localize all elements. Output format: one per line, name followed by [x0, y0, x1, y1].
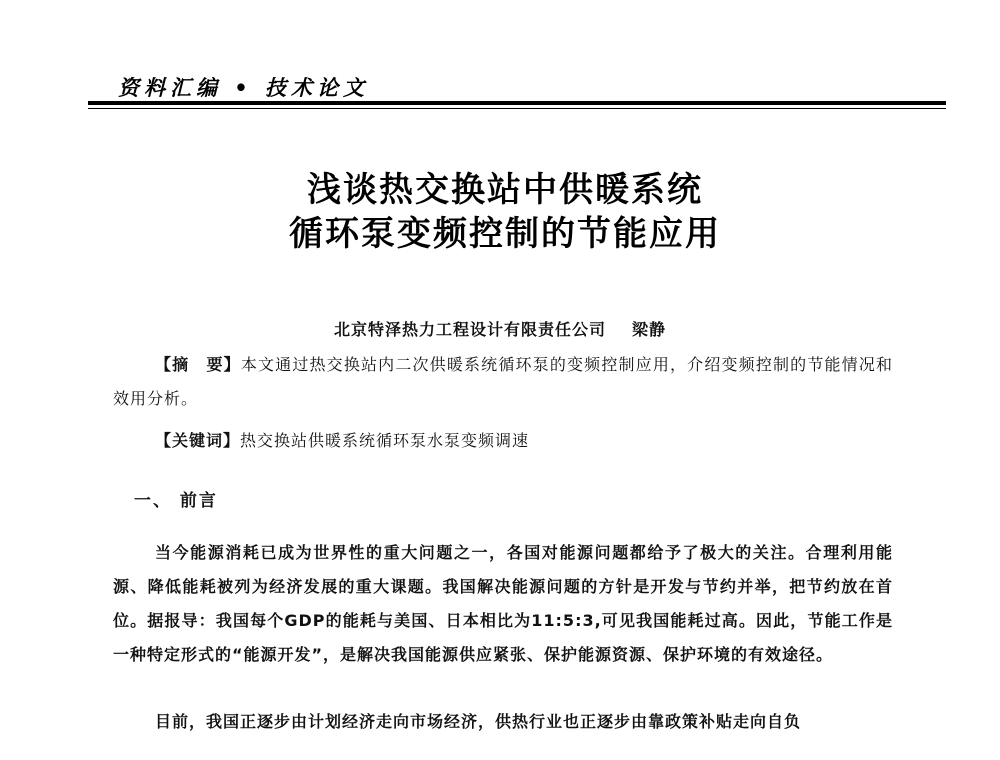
- header-rule-thick: [88, 101, 946, 105]
- keywords-text: 热交换站供暖系统循环泵水泵变频调速: [240, 431, 530, 450]
- abstract-label: 【摘 要】: [155, 355, 241, 374]
- article-title-line-1: 浅谈热交换站中供暖系统: [307, 170, 703, 210]
- article-title-line-2: 循环泵变频控制的节能应用: [289, 214, 721, 254]
- section-heading: 一、 前言: [134, 491, 218, 511]
- keywords-label: 【关键词】: [155, 431, 241, 450]
- abstract: [113, 348, 893, 416]
- body-paragraph-2: 目前，我国正逐步由计划经济走向市场经济，供热行业也正逐步由靠政策补贴走向自负: [155, 712, 802, 731]
- keywords: [155, 424, 895, 458]
- author-name: 梁静: [632, 320, 667, 339]
- affiliation: 北京特泽热力工程设计有限责任公司: [333, 320, 606, 339]
- header-rule-thin: [88, 108, 946, 109]
- running-head: 资料汇编 • 技术论文: [118, 75, 370, 100]
- body-paragraph-1: 当今能源消耗已成为世界性的重大问题之一，各国对能源问题都给予了极大的关注。合理利用能源、降低能耗被列为经济发展的重大课题。我国解决能源问题的方针是开发与节约并举，把节约放在首位。据报导：我国每个GDP的能耗与美国、日本相比为11:5:3,可见我国能耗过高。因此，节能工作是一种特定形式的“能源开发”，是解决我国能源供应紧张、保护能源资源、保护环境的有效途径。: [113, 543, 893, 664]
- abstract-text: 本文通过热交换站内二次供暖系统循环泵的变频控制应用，介绍变频控制的节能情况和效用分析。: [113, 355, 893, 408]
- author-line: [0, 317, 1000, 340]
